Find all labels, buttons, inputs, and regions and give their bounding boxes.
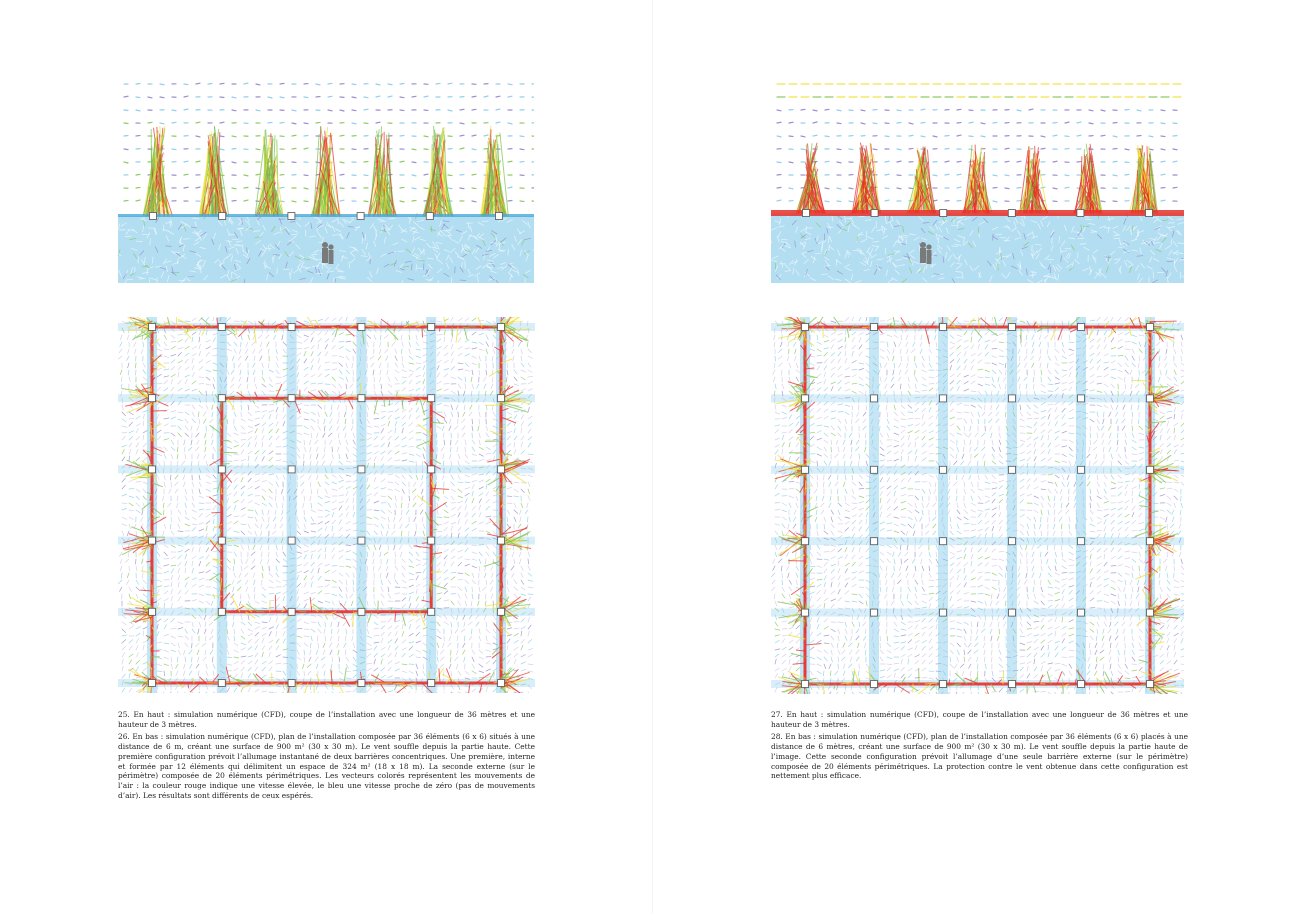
figure-26-plan [118,317,535,693]
installation-element-icon [871,538,878,545]
installation-element-icon [149,395,156,402]
figure-25-section [118,78,534,283]
left-page [0,0,652,913]
installation-element-icon [288,537,295,544]
installation-element-icon [498,680,505,687]
installation-element-icon [940,609,947,616]
installation-element-icon [149,324,156,331]
installation-element-icon [149,466,156,473]
installation-element-icon [288,395,295,402]
person-silhouette [322,242,334,264]
installation-element-icon [802,681,809,688]
installation-element-icon [1009,466,1016,473]
caption-28: 28. En bas : simulation numérique (CFD), plan de l’installation composée par 36 éléments (6 x 6) placés à une distance de 6 mètres, créant une surface de 900 m² (30 x 30 m). Le vent souffle depuis la partie haute de l’image. Cette seconde configuration prévoit l’allumage d’une seule barrière externe (sur le périmètre) composée de 20 éléments périmétriques. La protection contre le vent obtenue dans cette configuration est nettement plus efficace. [771,732,1188,781]
installation-element-icon [288,608,295,615]
installation-element-icon [871,324,878,331]
installation-element-icon [1147,324,1154,331]
installation-element-icon [498,537,505,544]
installation-element-icon [1078,395,1085,402]
installation-element-icon [1146,210,1153,217]
installation-element-icon [940,324,947,331]
installation-element-icon [1147,466,1154,473]
installation-element-icon [428,680,435,687]
installation-element-icon [149,680,156,687]
installation-element-icon [802,395,809,402]
installation-element-icon [1147,681,1154,688]
installation-element-icon [1078,609,1085,616]
person-silhouette [920,242,932,264]
caption-block-right [771,710,1188,784]
installation-element-icon [358,324,365,331]
installation-element-icon [940,466,947,473]
installation-element-icon [218,395,225,402]
installation-element-icon [940,210,947,217]
right-page [653,0,1305,913]
installation-element-icon [219,213,226,220]
installation-element-icon [357,213,364,220]
installation-element-icon [358,680,365,687]
caption-27: 27. En haut : simulation numérique (CFD), coupe de l’installation avec une longueur de 36 mètres et une hauteur de 3 mètres. [771,710,1188,729]
installation-element-icon [218,324,225,331]
installation-element-icon [498,466,505,473]
installation-element-icon [496,213,503,220]
installation-element-icon [218,608,225,615]
installation-element-icon [149,537,156,544]
installation-element-icon [150,213,157,220]
installation-element-icon [218,466,225,473]
installation-element-icon [1078,681,1085,688]
installation-element-icon [358,395,365,402]
cfd-section-image [771,78,1184,283]
installation-element-icon [426,213,433,220]
installation-element-icon [802,538,809,545]
installation-element-icon [288,324,295,331]
caption-26: 26. En bas : simulation numérique (CFD), plan de l’installation composée par 36 éléments (6 x 6) situés à une distance de 6 m, créant une surface de 900 m² (30 x 30 m). Le vent souffle depuis la partie haute. Cette première configuration prévoit l’allumage instantané de deux barrières concentriques. Une première, interne et formée par 12 éléments qui délimitent un espace de 324 m² (18 x 18 m). La seconde externe (sur le périmètre) composée de 20 éléments périmétriques. Les vecteurs colorés représentent les mouvements de l’air : la couleur rouge indique une vitesse élevée, le bleu une vitesse proche de zéro (pas de mouvements d’air). Les résultats sont différents de ceux espérés. [118,732,535,800]
installation-element-icon [1147,395,1154,402]
installation-element-icon [358,537,365,544]
cfd-plan-image [771,317,1184,694]
installation-element-icon [218,537,225,544]
installation-element-icon [871,395,878,402]
installation-element-icon [498,395,505,402]
installation-element-icon [428,395,435,402]
installation-element-icon [940,538,947,545]
figure-27-section [771,78,1184,283]
installation-element-icon [1009,681,1016,688]
caption-block-left [118,710,535,803]
installation-element-icon [1078,466,1085,473]
installation-element-icon [940,681,947,688]
figure-28-plan [771,317,1184,694]
installation-element-icon [1147,538,1154,545]
installation-element-icon [1078,538,1085,545]
installation-element-icon [802,609,809,616]
installation-element-icon [428,608,435,615]
installation-element-icon [428,324,435,331]
installation-element-icon [1077,210,1084,217]
installation-element-icon [1009,538,1016,545]
installation-element-icon [218,680,225,687]
installation-element-icon [871,681,878,688]
installation-element-icon [1009,324,1016,331]
installation-element-icon [358,466,365,473]
installation-element-icon [288,213,295,220]
installation-element-icon [940,395,947,402]
installation-element-icon [1009,609,1016,616]
cfd-plan-image [118,317,535,693]
installation-element-icon [871,466,878,473]
caption-25: 25. En haut : simulation numérique (CFD), coupe de l’installation avec une longueur de 36 mètres et une hauteur de 3 mètres. [118,710,535,729]
installation-element-icon [1078,324,1085,331]
installation-element-icon [149,608,156,615]
installation-element-icon [288,466,295,473]
installation-element-icon [803,210,810,217]
installation-element-icon [498,324,505,331]
installation-element-icon [358,608,365,615]
cfd-section-image [118,78,534,283]
installation-element-icon [288,680,295,687]
installation-element-icon [1147,609,1154,616]
installation-element-icon [802,466,809,473]
installation-element-icon [802,324,809,331]
installation-element-icon [871,210,878,217]
installation-element-icon [871,609,878,616]
installation-element-icon [1008,210,1015,217]
installation-element-icon [498,608,505,615]
installation-element-icon [1009,395,1016,402]
installation-element-icon [428,537,435,544]
installation-element-icon [428,466,435,473]
